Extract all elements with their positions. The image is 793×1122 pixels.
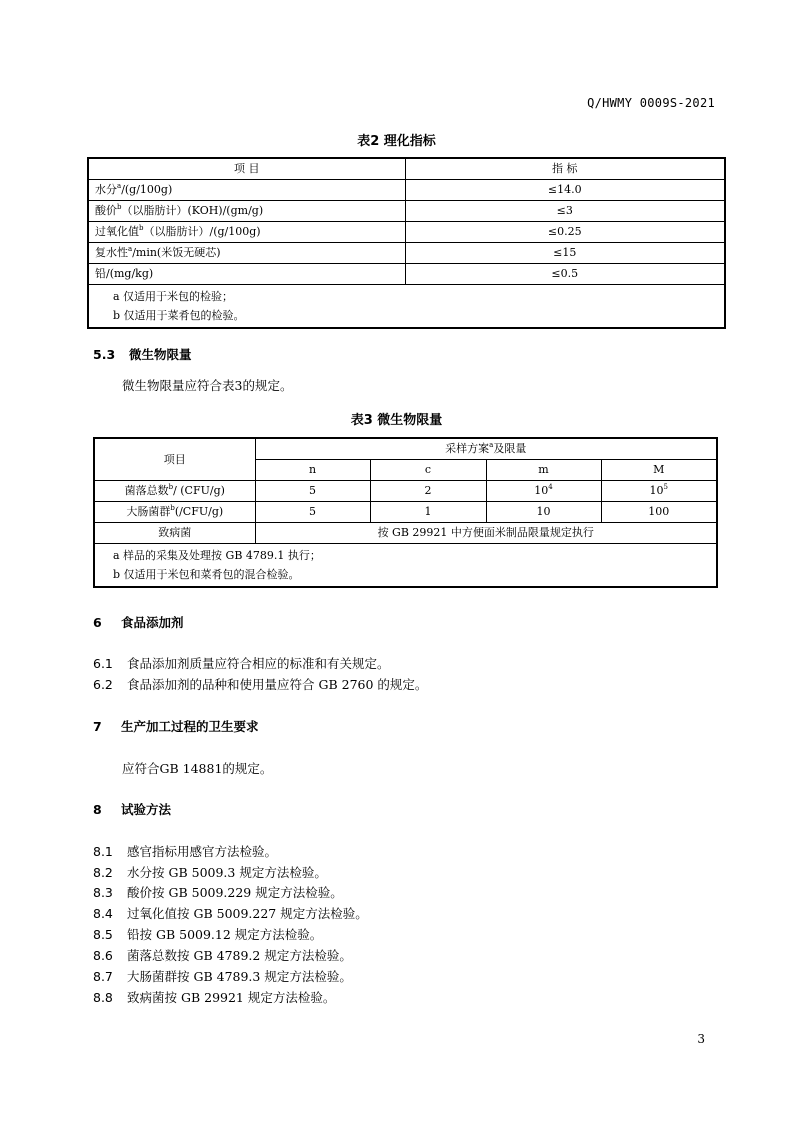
cell-c: 2 xyxy=(370,481,486,502)
cell-m: 10 xyxy=(486,502,601,523)
table-row xyxy=(88,180,725,201)
table3-caption: 表3 微生物限量 xyxy=(350,413,443,428)
table-row xyxy=(94,523,717,544)
row-item: 大肠菌群$^b$(/CFU/g) xyxy=(94,502,255,523)
table2-caption: 表2 理化指标 xyxy=(357,134,436,149)
header-item: 项 目 xyxy=(88,158,405,180)
row-item: 水分$^a$/(g/100g) xyxy=(88,180,405,201)
header-index: 指 标 xyxy=(405,158,725,180)
cell-n: 5 xyxy=(255,502,370,523)
table-row xyxy=(88,243,725,264)
row-value: ≤14.0 xyxy=(405,180,725,201)
header-m: m xyxy=(486,460,601,481)
row-item: 过氧化值$^b$（以脂肪计）/(g/100g) xyxy=(88,222,405,243)
clause-8-1: 8.1 感官指标用感官方法检验。 xyxy=(93,844,278,859)
row-item: 复水性$^a$/min(米饭无硬芯) xyxy=(88,243,405,264)
clause-8-4: 8.4 过氧化值按 GB 5009.227 规定方法检验。 xyxy=(93,906,368,921)
header-M: M xyxy=(601,460,717,481)
row-item: 菌落总数$^b$/ (CFU/g) xyxy=(94,481,255,502)
section-7-text: 应符合GB 14881的规定。 xyxy=(122,761,273,776)
section-6-heading: 6 食品添加剂 xyxy=(93,615,184,630)
row-value: ≤15 xyxy=(405,243,725,264)
clause-8-7: 8.7 大肠菌群按 GB 4789.3 规定方法检验。 xyxy=(93,969,352,984)
clause-6-2: 6.2 食品添加剂的品种和使用量应符合 GB 2760 的规定。 xyxy=(93,677,428,692)
table-row xyxy=(88,222,725,243)
note-b: b 仅适用于菜肴包的检验。 xyxy=(113,309,245,322)
row-value: ≤0.25 xyxy=(405,222,725,243)
clause-8-3: 8.3 酸价按 GB 5009.229 规定方法检验。 xyxy=(93,885,343,900)
clause-8-5: 8.5 铅按 GB 5009.12 规定方法检验。 xyxy=(93,927,323,942)
row-value: ≤0.5 xyxy=(405,264,725,285)
cell-n: 5 xyxy=(255,481,370,502)
header-n: n xyxy=(255,460,370,481)
table-notes-row xyxy=(88,285,725,329)
row-item: 酸价$^b$（以脂肪计）(KOH)/(gm/g) xyxy=(88,201,405,222)
clause-6-1: 6.1 食品添加剂质量应符合相应的标准和有关规定。 xyxy=(93,656,390,671)
table-row xyxy=(88,264,725,285)
header-sampling-plan: 采样方案$^a$及限量 xyxy=(255,438,717,460)
clause-8-2: 8.2 水分按 GB 5009.3 规定方法检验。 xyxy=(93,865,327,880)
table3-notes xyxy=(94,544,717,588)
row-item: 铅/(mg/kg) xyxy=(88,264,405,285)
cell-m: $10^4$ xyxy=(486,481,601,502)
table-row xyxy=(94,481,717,502)
clause-8-8: 8.8 致病菌按 GB 29921 规定方法检验。 xyxy=(93,990,336,1005)
page-number: 3 xyxy=(697,1032,705,1046)
table2-physicochemical xyxy=(87,157,726,329)
row-item: 致病菌 xyxy=(94,523,255,544)
table-header-row xyxy=(88,158,725,180)
note-a: a 仅适用于米包的检验； xyxy=(113,290,234,303)
section-7-heading: 7 生产加工过程的卫生要求 xyxy=(93,719,259,734)
header-item: 项目 xyxy=(94,438,255,481)
table3-microbial xyxy=(93,437,718,588)
table2-notes xyxy=(88,285,725,329)
note-a: a 样品的采集及处理按 GB 4789.1 执行； xyxy=(113,549,321,562)
table-notes-row xyxy=(94,544,717,588)
table-header-row xyxy=(94,438,717,460)
cell-c: 1 xyxy=(370,502,486,523)
row-value: ≤3 xyxy=(405,201,725,222)
section-8-heading: 8 试验方法 xyxy=(93,802,172,817)
document-code: Q/HWMY 0009S-2021 xyxy=(587,96,715,110)
table-row xyxy=(88,201,725,222)
clause-8-6: 8.6 菌落总数按 GB 4789.2 规定方法检验。 xyxy=(93,948,352,963)
section-5-3-text: 微生物限量应符合表3的规定。 xyxy=(122,378,293,393)
note-b: b 仅适用于米包和菜肴包的混合检验。 xyxy=(113,568,300,581)
table-row xyxy=(94,502,717,523)
row-value: 按 GB 29921 中方便面米制品限量规定执行 xyxy=(255,523,717,544)
cell-M: 100 xyxy=(601,502,717,523)
section-5-3-heading: 5.3 微生物限量 xyxy=(93,347,192,362)
header-c: c xyxy=(370,460,486,481)
cell-M: $10^5$ xyxy=(601,481,717,502)
